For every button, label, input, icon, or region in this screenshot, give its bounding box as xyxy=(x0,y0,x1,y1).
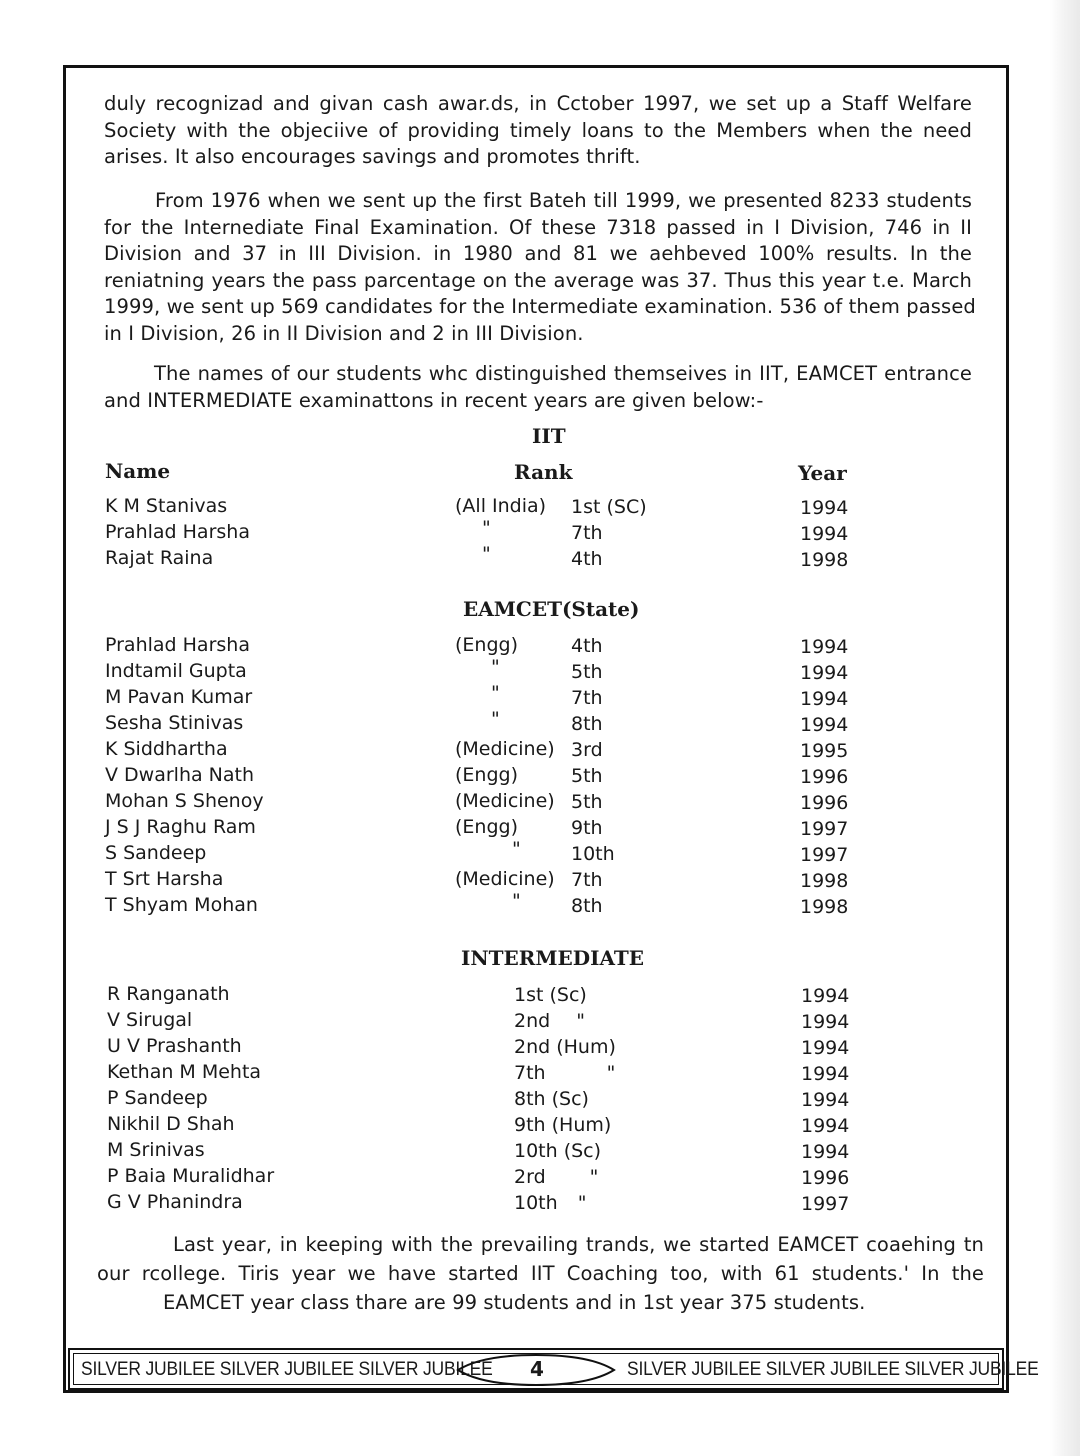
year-value: 1994 xyxy=(800,714,849,736)
rank-value: 7th xyxy=(571,869,603,891)
text-line: 1999, we sent up 569 candidates for the Intermediate examination. 536 of them passed xyxy=(104,295,976,318)
rank-category: (Medicine) xyxy=(455,868,555,890)
student-name: G V Phanindra xyxy=(107,1191,243,1213)
rank-value: 9th (Hum) xyxy=(514,1114,612,1136)
text-line: our rcollege. Tiris year we have started IIT Coaching too, with 61 students.' In the xyxy=(97,1262,984,1285)
text-line: EAMCET year class thare are 99 students and in 1st year 375 students. xyxy=(163,1291,866,1314)
text-line: Last year, in keeping with the prevailing trands, we started EAMCET coaehing tn xyxy=(173,1233,984,1256)
rank-category: " xyxy=(491,656,500,678)
year-value: 1998 xyxy=(800,549,849,571)
rank-value: 2nd " xyxy=(514,1010,585,1032)
year-value: 1997 xyxy=(800,818,849,840)
rank-category: " xyxy=(491,682,500,704)
rank-value: 8th xyxy=(571,713,603,735)
year-value: 1994 xyxy=(801,1089,850,1111)
column-header-year: Year xyxy=(798,461,847,485)
rank-category: " xyxy=(512,838,521,860)
rank-value: 10th xyxy=(571,843,615,865)
rank-category: " xyxy=(491,708,500,730)
student-name: U V Prashanth xyxy=(107,1035,242,1057)
paragraph-results-history xyxy=(104,188,976,347)
year-value: 1997 xyxy=(801,1193,850,1215)
rank-value: 2nd (Hum) xyxy=(514,1036,616,1058)
paragraph-staff-welfare xyxy=(104,91,972,171)
rank-category: (Engg) xyxy=(455,634,518,656)
rank-value: 7th " xyxy=(514,1062,616,1084)
year-value: 1996 xyxy=(800,766,849,788)
year-value: 1994 xyxy=(801,1011,850,1033)
text-line: reniatning years the pass parcentage on the average was 37. Thus this year t.e. March xyxy=(104,268,972,292)
student-name: T Shyam Mohan xyxy=(105,894,258,916)
rank-value: 4th xyxy=(571,635,603,657)
rank-value: 5th xyxy=(571,765,603,787)
student-name: Sesha Stinivas xyxy=(105,712,244,734)
student-name: V Sirugal xyxy=(107,1009,193,1031)
student-name: Prahlad Harsha xyxy=(105,521,250,543)
footer-right-text: SILVER JUBILEE SILVER JUBILEE SILVER JUBILEE xyxy=(627,1359,1039,1380)
student-name: Mohan S Shenoy xyxy=(105,790,264,812)
text-line: Division and 37 in III Division. in 1980 and 81 we aehbeved 100% results. In the xyxy=(104,242,972,265)
heading-intermediate: INTERMEDIATE xyxy=(461,946,645,970)
rank-category: (All India) xyxy=(455,495,547,517)
rank-value: 9th xyxy=(571,817,603,839)
year-value: 1994 xyxy=(801,1037,850,1059)
student-name: M Srinivas xyxy=(107,1139,205,1161)
rank-category: " xyxy=(482,517,491,539)
text-line: From 1976 when we sent up the first Bateh till 1999, we presented 8233 students xyxy=(155,189,972,212)
text-line: The names of our students whc distinguished themseives in IIT, EAMCET entrance xyxy=(154,362,972,385)
paragraph-coaching xyxy=(97,1230,984,1317)
heading-eamcet: EAMCET(State) xyxy=(463,597,640,621)
rank-category: (Medicine) xyxy=(455,738,555,760)
student-name: Indtamil Gupta xyxy=(105,660,247,682)
rank-value: 7th xyxy=(571,687,603,709)
student-name: V Dwarlha Nath xyxy=(105,764,255,786)
student-name: J S J Raghu Ram xyxy=(105,816,256,838)
year-value: 1996 xyxy=(801,1167,850,1189)
student-name: Prahlad Harsha xyxy=(105,634,250,656)
text-line: Society with the objeciive of providing timely loans to the Members when the need xyxy=(104,118,972,142)
rank-value: 8th xyxy=(571,895,603,917)
rank-value: 2rd " xyxy=(514,1166,599,1188)
student-name: S Sandeep xyxy=(105,842,207,864)
year-value: 1994 xyxy=(800,636,849,658)
text-line: arises. It also encourages savings and promotes thrift. xyxy=(104,145,641,168)
student-name: P Baia Muralidhar xyxy=(107,1165,275,1187)
rank-category: (Medicine) xyxy=(455,790,555,812)
year-value: 1994 xyxy=(801,1141,850,1163)
year-value: 1997 xyxy=(800,844,849,866)
rank-category: (Engg) xyxy=(455,816,518,838)
student-name: T Srt Harsha xyxy=(105,868,224,890)
footer-left-text: SILVER JUBILEE SILVER JUBILEE SILVER JUBILEE xyxy=(81,1359,493,1380)
student-name: Nikhil D Shah xyxy=(107,1113,235,1135)
heading-iit: IIT xyxy=(532,424,566,448)
rank-value: 7th xyxy=(571,522,603,544)
rank-category: " xyxy=(482,543,491,565)
student-name: P Sandeep xyxy=(107,1087,208,1109)
year-value: 1994 xyxy=(801,1063,850,1085)
rank-value: 10th " xyxy=(514,1192,587,1214)
year-value: 1998 xyxy=(800,870,849,892)
column-header-name: Name xyxy=(105,459,171,483)
rank-value: 5th xyxy=(571,661,603,683)
rank-category: " xyxy=(512,890,521,912)
student-name: Kethan M Mehta xyxy=(107,1061,262,1083)
student-name: K Siddhartha xyxy=(105,738,228,760)
year-value: 1994 xyxy=(801,1115,850,1137)
student-name: M Pavan Kumar xyxy=(105,686,253,708)
rank-value: 1st (SC) xyxy=(571,496,647,518)
student-name: R Ranganath xyxy=(107,983,230,1005)
student-name: K M Stanivas xyxy=(105,495,228,517)
rank-value: 10th (Sc) xyxy=(514,1140,602,1162)
year-value: 1994 xyxy=(801,985,850,1007)
year-value: 1994 xyxy=(800,523,849,545)
column-header-rank: Rank xyxy=(514,460,573,484)
rank-value: 3rd xyxy=(571,739,603,761)
rank-value: 5th xyxy=(571,791,603,813)
paragraph-distinguished-intro xyxy=(104,361,972,414)
student-name: Rajat Raina xyxy=(105,547,214,569)
text-line: duly recognizad and givan cash awar.ds, in Cctober 1997, we set up a Staff Welfare xyxy=(104,92,972,115)
text-line: and INTERMEDIATE examinattons in recent years are given below:- xyxy=(104,388,764,412)
year-value: 1994 xyxy=(800,688,849,710)
rank-category: (Engg) xyxy=(455,764,518,786)
rank-value: 8th (Sc) xyxy=(514,1088,589,1110)
year-value: 1996 xyxy=(800,792,849,814)
text-line: for the Internediate Final Examination. Of these 7318 passed in I Division, 746 in II xyxy=(104,215,972,239)
year-value: 1998 xyxy=(800,896,849,918)
year-value: 1995 xyxy=(800,740,849,762)
rank-value: 4th xyxy=(571,548,603,570)
year-value: 1994 xyxy=(800,497,849,519)
page-number: 4 xyxy=(530,1357,544,1381)
rank-value: 1st (Sc) xyxy=(514,984,587,1006)
year-value: 1994 xyxy=(800,662,849,684)
text-line: in I Division, 26 in II Division and 2 in III Division. xyxy=(104,321,584,345)
